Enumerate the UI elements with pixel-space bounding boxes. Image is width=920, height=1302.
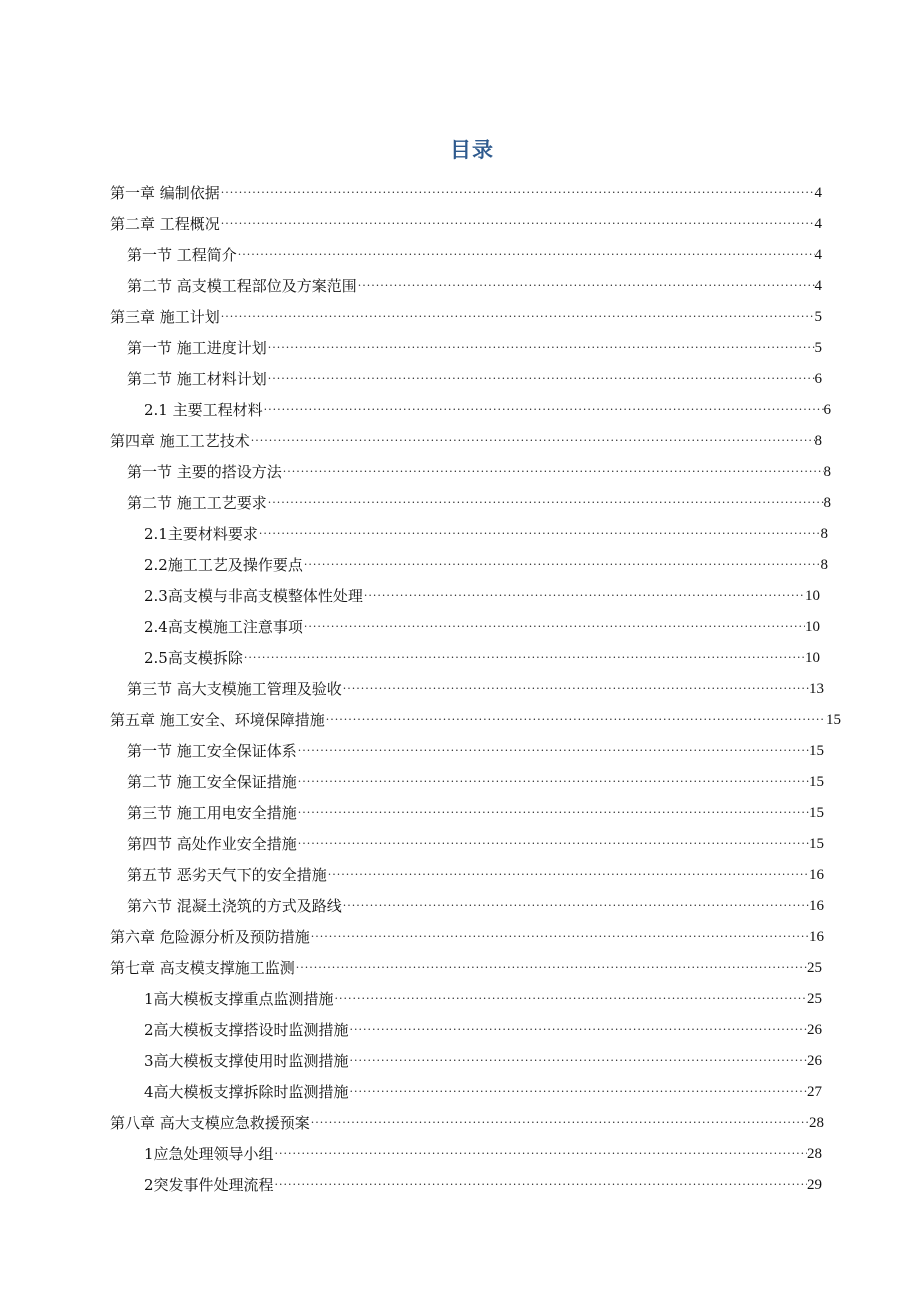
toc-entry[interactable]	[127, 333, 822, 363]
toc-entry[interactable]	[127, 240, 822, 270]
toc-entry-text: 第三节 施工用电安全措施	[127, 804, 297, 822]
toc-entry[interactable]	[144, 550, 828, 580]
toc-entry-page: 4	[814, 247, 822, 263]
toc-dot-leader	[310, 1108, 809, 1138]
toc-entry-text: 第一节 施工安全保证体系	[127, 742, 297, 760]
toc-dot-leader	[297, 736, 809, 766]
toc-entry-text: 第六节 混凝土浇筑的方式及路线	[127, 897, 342, 915]
toc-entry-page: 10	[805, 619, 820, 635]
toc-dot-leader	[327, 860, 809, 890]
toc-entry[interactable]	[110, 705, 841, 735]
toc-entry[interactable]	[110, 178, 822, 208]
toc-entry-text: 2.3高支模与非高支模整体性处理	[144, 587, 363, 605]
toc-entry-page: 28	[809, 1115, 824, 1131]
toc-dot-leader	[295, 953, 807, 983]
toc-entry[interactable]	[144, 1015, 822, 1045]
toc-entry-page: 26	[807, 1022, 822, 1038]
toc-entry-page: 25	[807, 960, 822, 976]
toc-entry[interactable]	[127, 271, 822, 301]
toc-dot-leader	[220, 209, 815, 239]
toc-entry-text: 第一节 施工进度计划	[127, 339, 267, 357]
toc-dot-leader	[220, 302, 815, 332]
toc-dot-leader	[349, 1015, 807, 1045]
toc-entry[interactable]	[110, 302, 822, 332]
toc-entry[interactable]	[144, 1046, 822, 1076]
toc-entry-page: 26	[807, 1053, 822, 1069]
toc-entry-page: 4	[814, 216, 822, 232]
toc-entry[interactable]	[144, 519, 828, 549]
toc-entry[interactable]	[110, 1108, 824, 1138]
toc-dot-leader	[267, 333, 815, 363]
toc-entry-text: 第六章 危险源分析及预防措施	[110, 928, 310, 946]
toc-entry[interactable]	[127, 767, 824, 797]
toc-dot-leader	[267, 364, 815, 394]
toc-entry-page: 15	[826, 712, 841, 728]
toc-entry-text: 2.1 主要工程材料	[144, 401, 263, 419]
toc-entry-page: 8	[820, 557, 828, 573]
toc-entry[interactable]	[127, 457, 831, 487]
toc-entry-page: 5	[814, 309, 822, 325]
toc-dot-leader	[250, 426, 815, 456]
toc-entry-text: 第一章 编制依据	[110, 184, 220, 202]
toc-entry-page: 10	[805, 650, 820, 666]
toc-entry-page: 10	[805, 588, 820, 604]
toc-entry[interactable]	[144, 1170, 822, 1200]
toc-entry[interactable]	[127, 860, 824, 890]
toc-dot-leader	[349, 1046, 807, 1076]
toc-entry-text: 第七章 高支模支撑施工监测	[110, 959, 295, 977]
toc-dot-leader	[282, 457, 824, 487]
toc-entry-page: 6	[814, 371, 822, 387]
toc-entry-text: 第二章 工程概况	[110, 215, 220, 233]
toc-entry-text: 第八章 高大支模应急救援预案	[110, 1114, 310, 1132]
toc-entry[interactable]	[127, 891, 824, 921]
toc-dot-leader	[274, 1139, 807, 1169]
toc-entry[interactable]	[110, 209, 822, 239]
toc-entry[interactable]	[144, 395, 831, 425]
toc-entry-text: 1应急处理领导小组	[144, 1145, 274, 1163]
toc-entry-page: 8	[823, 464, 831, 480]
toc-entry[interactable]	[127, 736, 824, 766]
toc-dot-leader	[297, 829, 809, 859]
toc-entry-page: 6	[823, 402, 831, 418]
toc-entry-text: 2.1主要材料要求	[144, 525, 258, 543]
toc-entry-text: 第二节 施工安全保证措施	[127, 773, 297, 791]
toc-dot-leader	[263, 395, 824, 425]
toc-entry-page: 29	[807, 1177, 822, 1193]
toc-entry[interactable]	[127, 488, 831, 518]
toc-entry-text: 第三节 高大支模施工管理及验收	[127, 680, 342, 698]
toc-entry-text: 第四节 高处作业安全措施	[127, 835, 297, 853]
toc-entry-page: 8	[814, 433, 822, 449]
toc-entry-text: 第三章 施工计划	[110, 308, 220, 326]
toc-entry-page: 28	[807, 1146, 822, 1162]
toc-entry[interactable]	[127, 829, 824, 859]
toc-entry-page: 4	[814, 185, 822, 201]
toc-entry-text: 2突发事件处理流程	[144, 1176, 274, 1194]
toc-title: 目录	[450, 137, 494, 162]
toc-entry[interactable]	[144, 1077, 822, 1107]
toc-dot-leader	[303, 550, 821, 580]
toc-dot-leader	[342, 891, 809, 921]
toc-entry-page: 5	[814, 340, 822, 356]
toc-entry-page: 27	[807, 1084, 822, 1100]
toc-entry-text: 第二节 高支模工程部位及方案范围	[127, 277, 357, 295]
toc-entry[interactable]	[110, 922, 824, 952]
toc-entry-page: 15	[809, 836, 824, 852]
toc-entry-text: 第五节 恶劣天气下的安全措施	[127, 866, 327, 884]
toc-entry-page: 15	[809, 743, 824, 759]
toc-dot-leader	[342, 674, 809, 704]
toc-dot-leader	[297, 767, 809, 797]
toc-entry-page: 16	[809, 929, 824, 945]
toc-entry-text: 第五章 施工安全、环境保障措施	[110, 711, 325, 729]
toc-entry-text: 2.2施工工艺及操作要点	[144, 556, 303, 574]
toc-entry[interactable]	[127, 798, 824, 828]
toc-dot-leader	[357, 271, 815, 301]
toc-entry[interactable]	[127, 364, 822, 394]
toc-dot-leader	[220, 178, 815, 208]
toc-entry-page: 15	[809, 805, 824, 821]
toc-dot-leader	[334, 984, 807, 1014]
toc-entry[interactable]	[127, 674, 824, 704]
toc-entry-page: 16	[809, 867, 824, 883]
toc-entry-text: 3高大模板支撑使用时监测措施	[144, 1052, 349, 1070]
toc-entry-text: 4高大模板支撑拆除时监测措施	[144, 1083, 349, 1101]
toc-entry-page: 8	[823, 495, 831, 511]
toc-dot-leader	[267, 488, 824, 518]
toc-entry-page: 8	[820, 526, 828, 542]
toc-entry-page: 16	[809, 898, 824, 914]
toc-entry-text: 2高大模板支撑搭设时监测措施	[144, 1021, 349, 1039]
toc-entry-page: 15	[809, 774, 824, 790]
toc-dot-leader	[243, 643, 805, 673]
toc-dot-leader	[325, 705, 826, 735]
toc-dot-leader	[258, 519, 821, 549]
toc-dot-leader	[274, 1170, 807, 1200]
toc-dot-leader	[237, 240, 815, 270]
toc-entry-text: 2.5高支模拆除	[144, 649, 243, 667]
toc-entry[interactable]	[144, 643, 820, 673]
toc-entry[interactable]	[144, 984, 822, 1014]
toc-entry-text: 1高大模板支撑重点监测措施	[144, 990, 334, 1008]
toc-entry[interactable]	[144, 581, 820, 611]
toc-entry-text: 第一节 工程简介	[127, 246, 237, 264]
toc-dot-leader	[303, 612, 805, 642]
toc-entry-text: 第二节 施工材料计划	[127, 370, 267, 388]
toc-entry[interactable]	[144, 612, 820, 642]
toc-entry-text: 2.4高支模施工注意事项	[144, 618, 303, 636]
toc-dot-leader	[349, 1077, 807, 1107]
toc-dot-leader	[310, 922, 809, 952]
toc-entry-page: 25	[807, 991, 822, 1007]
toc-entry[interactable]	[110, 426, 822, 456]
toc-entry[interactable]	[110, 953, 822, 983]
toc-dot-leader	[297, 798, 809, 828]
toc-entry-text: 第二节 施工工艺要求	[127, 494, 267, 512]
toc-entry-page: 4	[814, 278, 822, 294]
toc-entry-text: 第四章 施工工艺技术	[110, 432, 250, 450]
toc-entry[interactable]	[144, 1139, 822, 1169]
toc-entry-page: 13	[809, 681, 824, 697]
toc-entry-text: 第一节 主要的搭设方法	[127, 463, 282, 481]
toc-dot-leader	[363, 581, 805, 611]
